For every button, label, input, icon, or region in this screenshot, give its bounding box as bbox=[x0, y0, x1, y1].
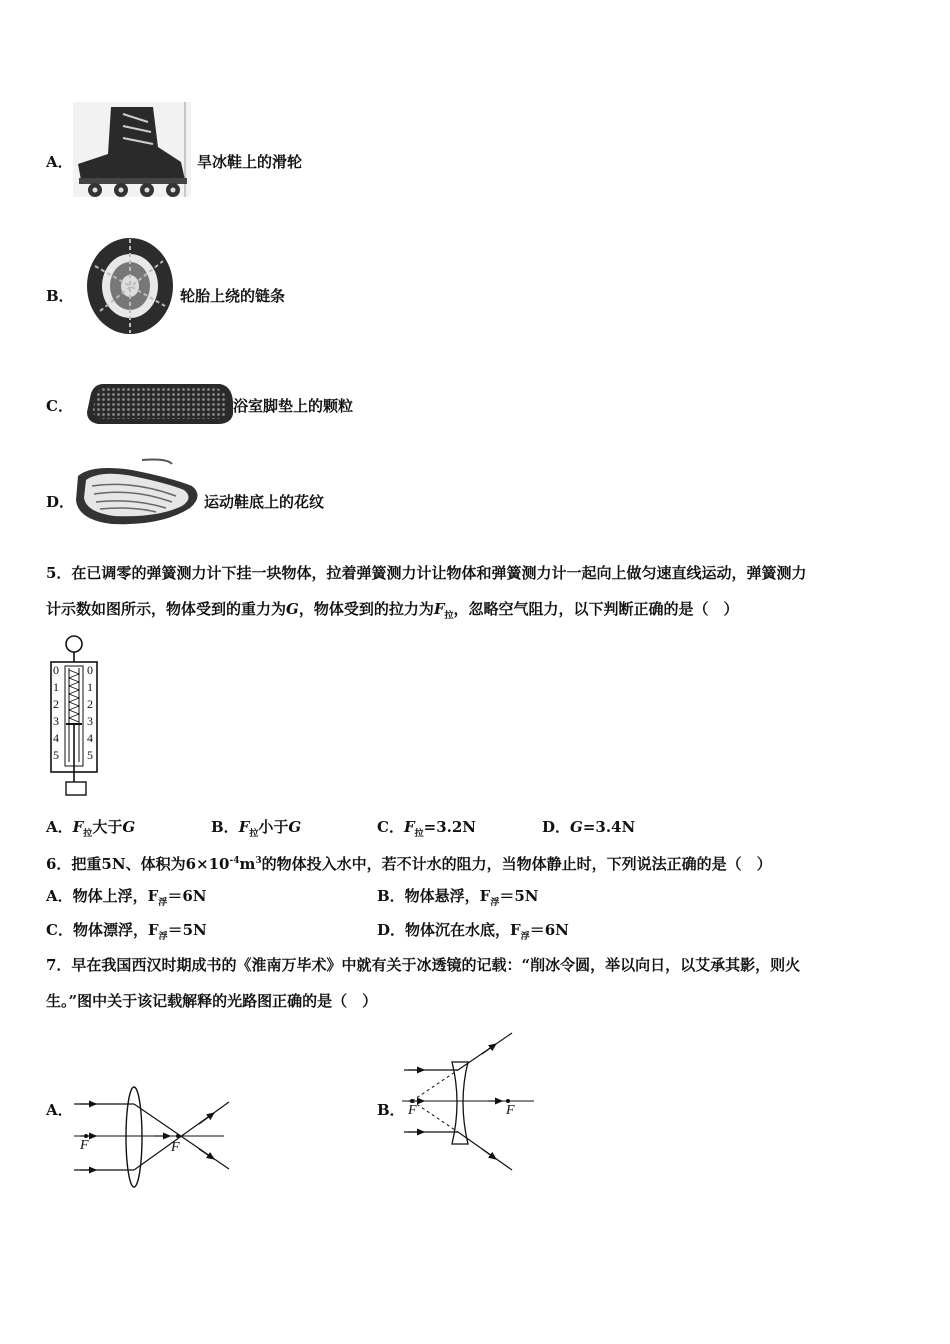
scale-left-1: 1 bbox=[53, 680, 59, 694]
tire-chain-image bbox=[85, 236, 175, 336]
focus-label-left-b: F bbox=[408, 1103, 417, 1118]
scale-right-2: 2 bbox=[87, 697, 93, 711]
scale-left-5: 5 bbox=[53, 748, 59, 762]
roller-skate-image bbox=[73, 102, 193, 199]
scale-left-3: 3 bbox=[53, 714, 59, 728]
shoe-sole-image bbox=[72, 456, 204, 528]
q7-stem-line2: 生。”图中关于该记载解释的光路图正确的是（ ） bbox=[46, 992, 378, 1010]
q7-option-b-letter: B． bbox=[377, 1101, 405, 1119]
q5-stem-line1: 5．在已调零的弹簧测力计下挂一块物体，拉着弹簧测力计让物体和弹簧测力计一起向上做匀速直线运动，弹簧测力 bbox=[46, 564, 807, 582]
q5-option-a: A．$F_拉$大于G bbox=[46, 818, 136, 839]
focus-label-left: F bbox=[80, 1138, 89, 1153]
spring-scale-figure bbox=[48, 634, 108, 796]
q5-option-d: D．G=3.4N bbox=[542, 818, 636, 836]
q5-stem-line2: 计示数如图所示，物体受到的重力为G，物体受到的拉力为$F_拉$，忽略空气阻力，以下判断正确的是（ ） bbox=[46, 600, 739, 621]
scale-right-0: 0 bbox=[87, 663, 93, 677]
option-a-letter: A． bbox=[46, 153, 73, 171]
scale-right-1: 1 bbox=[87, 680, 93, 694]
q6-stem: 6．把重5N、体积为$6\times 10^{-4}m^3$的物体投入水中，若不计水的阻力，当物体静止时，下列说法正确的是（ ） bbox=[46, 855, 772, 873]
q6-option-b: B．物体悬浮，$F_浮=5N$ bbox=[377, 887, 539, 908]
q5-option-b: B．$F_拉$小于G bbox=[211, 818, 302, 839]
option-d-letter: D． bbox=[46, 493, 75, 511]
scale-right-4: 4 bbox=[87, 731, 93, 745]
q7-option-a-letter: A． bbox=[46, 1101, 73, 1119]
q7-stem-line1: 7．早在我国西汉时期成书的《淮南万毕术》中就有关于冰透镜的记载：“削冰令圆，举以向日，以艾承其影，则火 bbox=[46, 956, 801, 974]
scale-left-2: 2 bbox=[53, 697, 59, 711]
bath-mat-image bbox=[86, 382, 234, 426]
scale-left-4: 4 bbox=[53, 731, 59, 745]
option-d-caption: 运动鞋底上的花纹 bbox=[204, 493, 325, 511]
focus-label-right: F bbox=[171, 1140, 180, 1155]
option-a-caption: 旱冰鞋上的滑轮 bbox=[197, 153, 303, 171]
scale-right-3: 3 bbox=[87, 714, 93, 728]
option-c-caption: 浴室脚垫上的颗粒 bbox=[233, 397, 354, 415]
option-b-letter: B． bbox=[46, 287, 74, 305]
concave-lens-diagram bbox=[402, 1030, 538, 1172]
scale-left-0: 0 bbox=[53, 663, 59, 677]
option-b-caption: 轮胎上绕的链条 bbox=[180, 287, 286, 305]
focus-label-right-b: F bbox=[506, 1103, 515, 1118]
q5-option-c: C．$F_拉=3.2N$ bbox=[377, 818, 477, 839]
q6-option-d: D．物体沉在水底，$F_浮=6N$ bbox=[377, 921, 569, 942]
q6-option-c: C．物体漂浮，$F_浮=5N$ bbox=[46, 921, 207, 942]
option-c-letter: C． bbox=[46, 397, 73, 415]
scale-right-5: 5 bbox=[87, 748, 93, 762]
q6-option-a: A．物体上浮，$F_浮=6N$ bbox=[46, 887, 207, 908]
convex-lens-diagram bbox=[74, 1084, 234, 1190]
